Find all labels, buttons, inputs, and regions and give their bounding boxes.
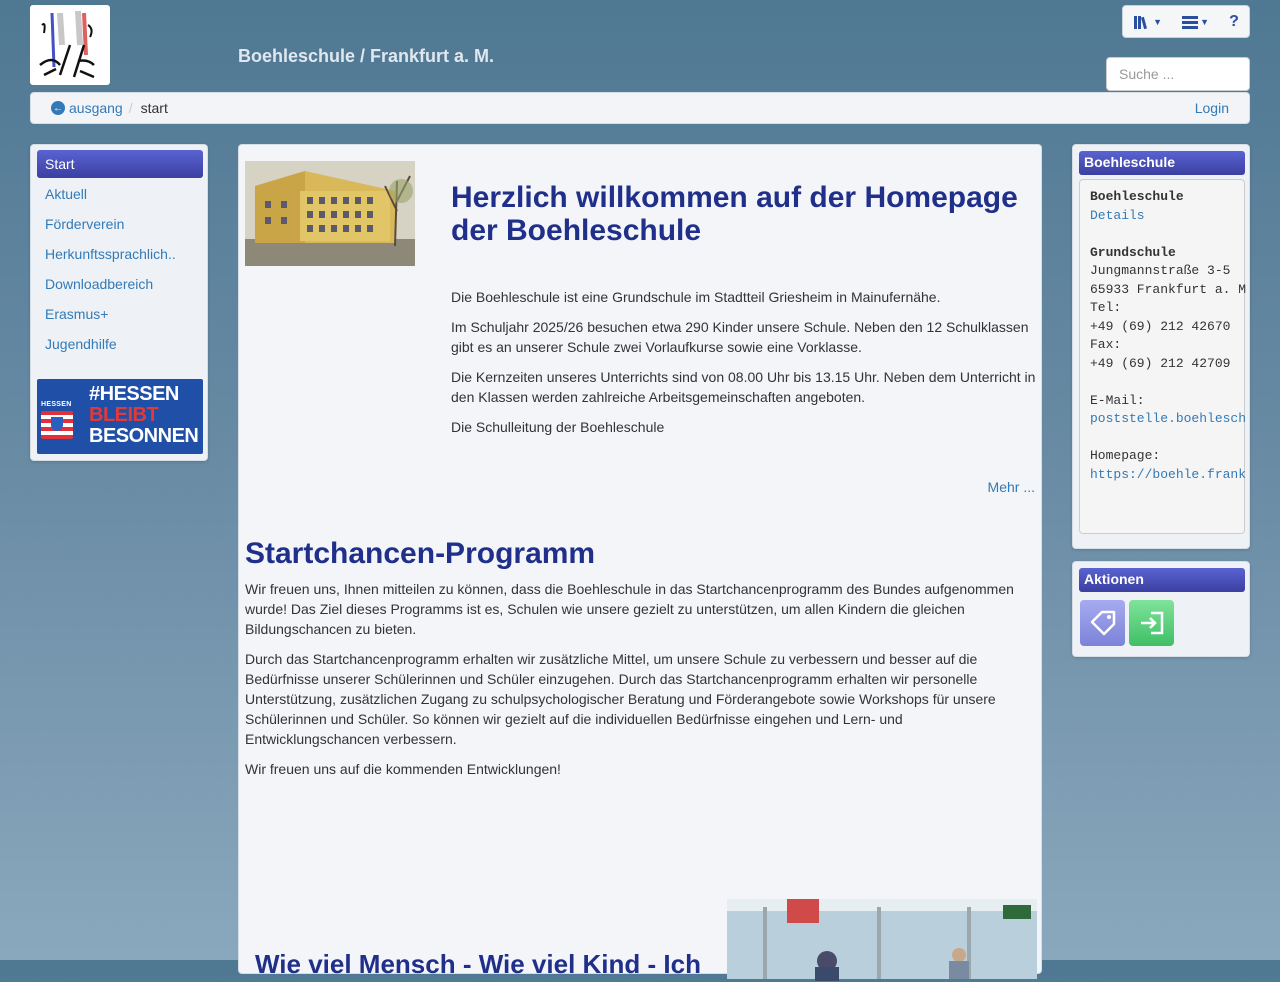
school-building-image[interactable] bbox=[245, 161, 415, 266]
school-painting bbox=[245, 161, 415, 266]
arrow-left-circle-icon: ← bbox=[53, 102, 63, 114]
homepage-link[interactable]: https://boehle.frank bbox=[1090, 466, 1247, 482]
info-fax: +49 (69) 212 42709 bbox=[1090, 355, 1231, 371]
tag-icon bbox=[1088, 608, 1118, 638]
breadcrumb-back-link[interactable] bbox=[51, 100, 123, 116]
school-logo[interactable] bbox=[30, 5, 110, 85]
sidebar-item-foerderverein[interactable]: Förderverein bbox=[45, 216, 125, 232]
chevron-down-icon: ▼ bbox=[1200, 16, 1210, 27]
banner-line-3: BESONNEN bbox=[89, 425, 199, 447]
breadcrumb-back-label: ausgang bbox=[69, 100, 123, 116]
sidebar-item-downloadbereich[interactable]: Downloadbereich bbox=[45, 276, 154, 292]
welcome-title: Herzlich willkommen auf der Homepage der Boehleschule bbox=[451, 181, 1018, 247]
startchancen-text bbox=[245, 579, 1035, 789]
info-school-type: Grundschule bbox=[1090, 244, 1176, 260]
banner-line-1: #HESSEN bbox=[89, 383, 179, 405]
startchancen-title: Startchancen-Programm bbox=[245, 537, 596, 570]
intro-paragraph: Die Kernzeiten unseres Unterrichts sind von 08.00 Uhr bis 13.15 Uhr. Neben dem Unterricht in den Klassen werden zahlreiche Arbeitsgemeinschaften angeboten. bbox=[451, 369, 1036, 405]
info-city: 65933 Frankfurt a. M bbox=[1090, 281, 1247, 297]
info-fax-label: Fax: bbox=[1090, 337, 1122, 352]
login-icon bbox=[1137, 608, 1167, 638]
login-link[interactable]: Login bbox=[1194, 100, 1229, 116]
sidebar-item-herkunftssprachlich[interactable]: Herkunftssprachlich.. bbox=[45, 246, 176, 262]
breadcrumb-separator: / bbox=[128, 100, 133, 116]
sidebar-item-start[interactable]: Start bbox=[37, 150, 203, 178]
main-menu[interactable] bbox=[1182, 15, 1209, 29]
info-street: Jungmannstraße 3-5 bbox=[1090, 263, 1231, 278]
info-homepage-label: Homepage: bbox=[1090, 448, 1161, 463]
classroom-photo-graphic bbox=[727, 899, 1037, 979]
banner-small-text: HESSEN bbox=[41, 401, 72, 408]
login-button[interactable] bbox=[1129, 600, 1174, 646]
more-link[interactable]: Mehr ... bbox=[987, 479, 1035, 495]
info-tel: +49 (69) 212 42670 bbox=[1090, 318, 1231, 334]
startchancen-paragraph: Wir freuen uns auf die kommenden Entwicklungen! bbox=[245, 761, 561, 777]
actions-panel bbox=[1072, 561, 1250, 657]
chevron-down-icon: ▼ bbox=[1153, 16, 1162, 27]
school-info-panel bbox=[1072, 144, 1250, 549]
toolbar bbox=[1122, 5, 1250, 38]
startchancen-paragraph: Wir freuen uns, Ihnen mitteilen zu können, dass die Boehleschule in das Startchancenprogramm des Bundes aufgenommen wurde! Das Ziel dieses Programms ist es, Schulen wie unsere gezielt zu unterstützen, um allen Kindern die gleichen Bildungschancen zu bieten. bbox=[245, 581, 1014, 637]
school-info-panel-title: Boehleschule bbox=[1079, 151, 1245, 175]
details-link[interactable]: Details bbox=[1090, 207, 1145, 223]
info-school-name: Boehleschule bbox=[1090, 189, 1184, 204]
intro-text bbox=[451, 287, 1039, 447]
breadcrumb-current: start bbox=[140, 100, 168, 116]
hessen-flag-icon bbox=[41, 411, 73, 439]
help-button[interactable]: ? bbox=[1229, 12, 1239, 30]
breadcrumb bbox=[30, 92, 1250, 124]
site-title: Boehleschule / Frankfurt a. M. bbox=[238, 46, 495, 66]
school-info-box bbox=[1079, 179, 1245, 534]
logo-graphic bbox=[30, 5, 110, 85]
hessen-bleibt-besonnen-banner[interactable] bbox=[37, 379, 203, 454]
sidebar-item-jugendhilfe[interactable]: Jugendhilfe bbox=[45, 336, 117, 352]
main-content bbox=[238, 144, 1042, 979]
library-icon bbox=[1133, 14, 1151, 30]
startchancen-paragraph: Durch das Startchancenprogramm erhalten wir zusätzliche Mittel, um unsere Schule zu verbessern und besser auf die Bedürfnisse unserer Schülerinnen und Schüler einzugehen. Durch das Startchancenprogramm erhalten wir personelle Unterstützung, zusätzlichen Zugang zu schulpsychologischer Beratung und Förderangebote sowie Workshops für unsere Schülerinnen und Schüler. So können wir gezielt auf die individuellen Bedürfnisse eingehen und Lern- und Entwicklungschancen verbessern. bbox=[245, 651, 996, 747]
sidebar-item-erasmus[interactable]: Erasmus+ bbox=[45, 306, 109, 322]
intro-signature: Die Schulleitung der Boehleschule bbox=[451, 419, 665, 435]
actions-panel-title: Aktionen bbox=[1079, 568, 1245, 592]
hessen-emblem bbox=[41, 401, 77, 439]
menu-icon bbox=[1182, 15, 1198, 29]
tag-button[interactable] bbox=[1080, 600, 1125, 646]
email-link[interactable]: poststelle.boehlesch bbox=[1090, 411, 1247, 426]
banner-line-2: BLEIBT bbox=[89, 404, 159, 426]
intro-paragraph: Die Boehleschule ist eine Grundschule im Stadtteil Griesheim in Mainufernähe. bbox=[451, 289, 941, 305]
search-input[interactable] bbox=[1106, 57, 1250, 91]
left-sidebar bbox=[30, 144, 208, 461]
intro-paragraph: Im Schuljahr 2025/26 besuchen etwa 290 Kinder unsere Schule. Neben den 12 Schulklassen gibt es an unserer Schule zwei Vorlaufkurse sowie eine Vorklasse. bbox=[451, 319, 1029, 355]
article-title: Wie viel Mensch - Wie viel Kind - Ich bbox=[255, 949, 701, 979]
sidebar-item-aktuell[interactable]: Aktuell bbox=[45, 186, 88, 202]
classroom-photo[interactable] bbox=[727, 899, 1037, 979]
info-email-label: E-Mail: bbox=[1090, 392, 1145, 408]
library-menu[interactable] bbox=[1133, 14, 1162, 30]
banner-text bbox=[89, 384, 198, 447]
info-tel-label: Tel: bbox=[1090, 300, 1122, 315]
